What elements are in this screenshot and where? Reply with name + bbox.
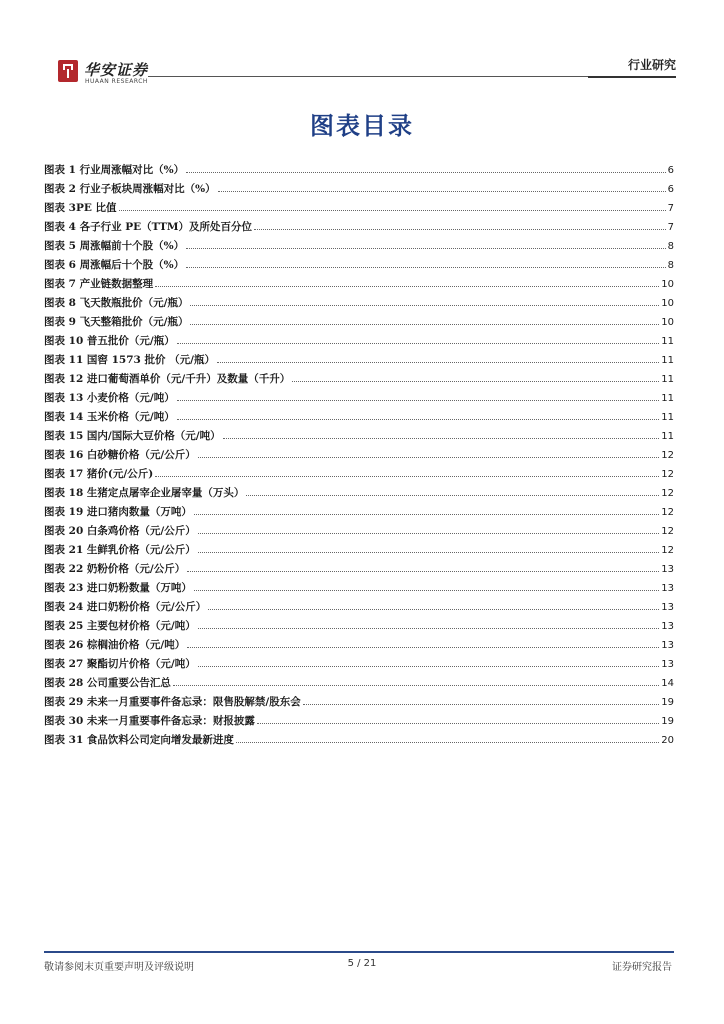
toc-entry-page: 13 bbox=[661, 602, 674, 613]
toc-leader-dots bbox=[186, 160, 666, 173]
toc-entry[interactable] bbox=[44, 331, 674, 350]
logo-english-name: HUAAN RESEARCH bbox=[85, 78, 148, 85]
page-header bbox=[48, 56, 676, 90]
toc-entry-page: 13 bbox=[661, 564, 674, 575]
toc-entry[interactable] bbox=[44, 483, 674, 502]
toc-entry-page: 11 bbox=[661, 355, 674, 366]
toc-leader-dots bbox=[198, 616, 660, 629]
toc-entry-label: 图表 1 行业周涨幅对比（%） bbox=[44, 164, 185, 176]
toc-entry-page: 12 bbox=[661, 469, 674, 480]
logo-chinese-name: 华安证券 bbox=[84, 61, 149, 79]
toc-entry-page: 14 bbox=[661, 678, 674, 689]
toc-entry[interactable] bbox=[44, 711, 674, 730]
toc-entry-page: 7 bbox=[667, 203, 674, 214]
toc-entry[interactable] bbox=[44, 293, 674, 312]
toc-leader-dots bbox=[236, 730, 659, 743]
toc-entry[interactable] bbox=[44, 692, 674, 711]
toc-entry-label: 图表 8 飞天散瓶批价（元/瓶） bbox=[44, 297, 189, 309]
toc-entry-page: 11 bbox=[661, 393, 674, 404]
footer-report-label: 证券研究报告 bbox=[612, 962, 672, 973]
toc-entry-page: 19 bbox=[661, 697, 674, 708]
toc-leader-dots bbox=[218, 179, 666, 192]
page-number: 5 / 21 bbox=[347, 958, 377, 969]
toc-entry-label: 图表 6 周涨幅后十个股（%） bbox=[44, 259, 185, 271]
toc-entry-page: 12 bbox=[661, 545, 674, 556]
toc-entry-label: 图表 2 行业子板块周涨幅对比（%） bbox=[44, 183, 216, 195]
toc-entry-page: 13 bbox=[661, 583, 674, 594]
toc-entry-page: 12 bbox=[661, 526, 674, 537]
toc-leader-dots bbox=[186, 255, 666, 268]
toc-entry-label: 图表 20 白条鸡价格（元/公斤） bbox=[44, 525, 196, 537]
toc-entry-label: 图表 5 周涨幅前十个股（%） bbox=[44, 240, 185, 252]
toc-entry-label: 图表 24 进口奶粉价格（元/公斤） bbox=[44, 601, 207, 613]
footer-divider bbox=[44, 951, 674, 953]
toc-leader-dots bbox=[254, 217, 666, 230]
toc-entry-label: 图表 11 国窖 1573 批价 （元/瓶） bbox=[44, 354, 215, 366]
toc-entry-label: 图表 19 进口猪肉数量（万吨） bbox=[44, 506, 192, 518]
toc-leader-dots bbox=[303, 692, 660, 705]
toc-leader-dots bbox=[194, 502, 659, 515]
toc-leader-dots bbox=[246, 483, 659, 496]
toc-entry-page: 11 bbox=[661, 431, 674, 442]
toc-leader-dots bbox=[173, 673, 659, 686]
toc-entry[interactable] bbox=[44, 426, 674, 445]
toc-leader-dots bbox=[223, 426, 660, 439]
toc-entry-page: 6 bbox=[667, 184, 674, 195]
toc-entry-label: 图表 27 聚酯切片价格（元/吨） bbox=[44, 658, 196, 670]
toc-entry-label: 图表 4 各子行业 PE（TTM）及所处百分位 bbox=[44, 221, 253, 233]
toc-entry[interactable] bbox=[44, 654, 674, 673]
toc-leader-dots bbox=[217, 350, 659, 363]
toc-entry[interactable] bbox=[44, 236, 674, 255]
toc-leader-dots bbox=[198, 540, 660, 553]
toc-entry[interactable] bbox=[44, 312, 674, 331]
toc-entry[interactable] bbox=[44, 502, 674, 521]
toc-entry-label: 图表 3PE 比值 bbox=[44, 202, 117, 214]
toc-entry-label: 图表 22 奶粉价格（元/公斤） bbox=[44, 563, 186, 575]
footer-disclaimer: 敬请参阅末页重要声明及评级说明 bbox=[44, 962, 194, 973]
toc-entry-page: 11 bbox=[661, 336, 674, 347]
toc-entry[interactable] bbox=[44, 274, 674, 293]
toc-entry-page: 8 bbox=[667, 260, 674, 271]
toc-leader-dots bbox=[187, 559, 659, 572]
toc-entry-label: 图表 30 未来一月重要事件备忘录：财报披露 bbox=[44, 715, 255, 727]
toc-leader-dots bbox=[208, 597, 659, 610]
toc-entry-page: 8 bbox=[667, 241, 674, 252]
toc-entry-page: 13 bbox=[661, 621, 674, 632]
report-type-label: 行业研究 bbox=[627, 58, 676, 72]
toc-entry-label: 图表 23 进口奶粉数量（万吨） bbox=[44, 582, 192, 594]
toc-entry-label: 图表 9 飞天整箱批价（元/瓶） bbox=[44, 316, 189, 328]
toc-entry-label: 图表 31 食品饮料公司定向增发最新进度 bbox=[44, 734, 234, 746]
toc-leader-dots bbox=[198, 445, 660, 458]
toc-entry[interactable] bbox=[44, 198, 674, 217]
toc-leader-dots bbox=[257, 711, 659, 724]
toc-entry-label: 图表 18 生猪定点屠宰企业屠宰量（万头） bbox=[44, 487, 245, 499]
toc-leader-dots bbox=[190, 312, 659, 325]
toc-entry-page: 10 bbox=[661, 279, 674, 290]
toc-leader-dots bbox=[186, 236, 666, 249]
toc-leader-dots bbox=[177, 388, 660, 401]
toc-entry-label: 图表 15 国内/国际大豆价格（元/吨） bbox=[44, 430, 221, 442]
toc-entry[interactable] bbox=[44, 350, 674, 369]
toc-entry-page: 10 bbox=[661, 298, 674, 309]
toc-entry[interactable] bbox=[44, 559, 674, 578]
toc-entry-page: 11 bbox=[661, 412, 674, 423]
toc-entry-page: 12 bbox=[661, 450, 674, 461]
toc-entry-label: 图表 12 进口葡萄酒单价（元/千升）及数量（千升） bbox=[44, 373, 291, 385]
toc-entry-label: 图表 13 小麦价格（元/吨） bbox=[44, 392, 175, 404]
toc-entry-page: 6 bbox=[667, 165, 674, 176]
toc-entry-label: 图表 29 未来一月重要事件备忘录：限售股解禁/股东会 bbox=[44, 696, 301, 708]
toc-entry[interactable] bbox=[44, 597, 674, 616]
toc-leader-dots bbox=[155, 464, 659, 477]
toc-entry-page: 10 bbox=[661, 317, 674, 328]
toc-entry[interactable] bbox=[44, 464, 674, 483]
toc-entry[interactable] bbox=[44, 217, 674, 236]
toc-leader-dots bbox=[190, 293, 659, 306]
toc-entry-page: 20 bbox=[661, 735, 674, 746]
toc-entry[interactable] bbox=[44, 369, 674, 388]
toc-entry-page: 19 bbox=[661, 716, 674, 727]
toc-entry[interactable] bbox=[44, 616, 674, 635]
toc-entry-page: 12 bbox=[661, 507, 674, 518]
toc-entry-label: 图表 17 猪价(元/公斤) bbox=[44, 468, 154, 480]
toc-leader-dots bbox=[177, 331, 660, 344]
toc-entry-label: 图表 21 生鲜乳价格（元/公斤） bbox=[44, 544, 196, 556]
toc-leader-dots bbox=[119, 198, 666, 211]
toc-entry[interactable] bbox=[44, 540, 674, 559]
toc-leader-dots bbox=[292, 369, 659, 382]
toc-entry-label: 图表 7 产业链数据整理 bbox=[44, 278, 154, 290]
header-label-underline bbox=[588, 76, 676, 78]
toc-entry[interactable] bbox=[44, 445, 674, 464]
toc-entry-label: 图表 25 主要包材价格（元/吨） bbox=[44, 620, 196, 632]
toc-entry[interactable] bbox=[44, 635, 674, 654]
toc-entry[interactable] bbox=[44, 407, 674, 426]
toc-entry[interactable] bbox=[44, 160, 674, 179]
toc-entry-label: 图表 26 棕榈油价格（元/吨） bbox=[44, 639, 186, 651]
table-of-figures bbox=[44, 160, 674, 749]
toc-entry-label: 图表 28 公司重要公告汇总 bbox=[44, 677, 171, 689]
toc-leader-dots bbox=[187, 635, 659, 648]
toc-entry-page: 11 bbox=[661, 374, 674, 385]
toc-entry[interactable] bbox=[44, 388, 674, 407]
toc-leader-dots bbox=[177, 407, 660, 420]
toc-entry-label: 图表 10 普五批价（元/瓶） bbox=[44, 335, 175, 347]
toc-entry-page: 13 bbox=[661, 640, 674, 651]
toc-entry[interactable] bbox=[44, 255, 674, 274]
toc-leader-dots bbox=[155, 274, 659, 287]
toc-entry-label: 图表 16 白砂糖价格（元/公斤） bbox=[44, 449, 196, 461]
toc-entry[interactable] bbox=[44, 730, 674, 749]
toc-leader-dots bbox=[198, 521, 660, 534]
toc-leader-dots bbox=[194, 578, 659, 591]
toc-leader-dots bbox=[198, 654, 660, 667]
company-logo-icon bbox=[58, 60, 78, 82]
toc-entry-page: 13 bbox=[661, 659, 674, 670]
toc-entry-label: 图表 14 玉米价格（元/吨） bbox=[44, 411, 175, 423]
toc-entry-page: 7 bbox=[667, 222, 674, 233]
toc-entry[interactable] bbox=[44, 673, 674, 692]
page-title: 图表目录 bbox=[310, 112, 414, 140]
toc-entry[interactable] bbox=[44, 521, 674, 540]
toc-entry[interactable] bbox=[44, 179, 674, 198]
toc-entry[interactable] bbox=[44, 578, 674, 597]
toc-entry-page: 12 bbox=[661, 488, 674, 499]
